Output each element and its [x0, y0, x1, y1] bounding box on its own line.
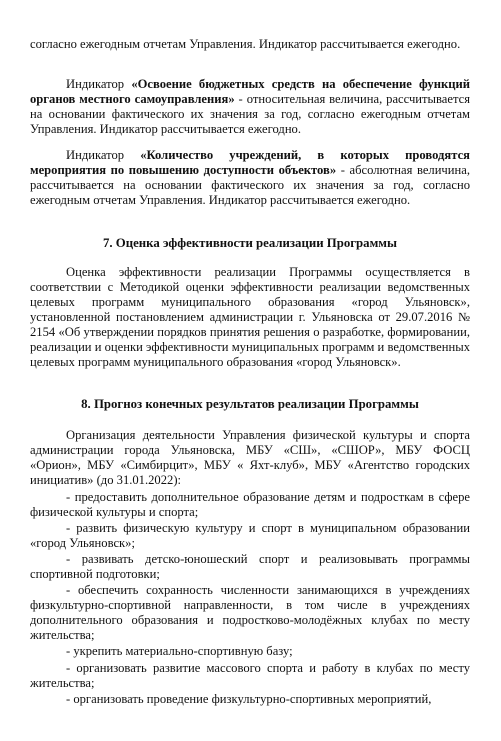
list-item: - развивать детско-юношеский спорт и реализовывать программы спортивной подготовки; — [30, 552, 470, 581]
list-item: - обеспечить сохранность численности занимающихся в учреждениях физкультурно-спортивной направленности, в том числе в учреждениях дополнительного образования и подростково-молодёжных клубах по месту жительства; — [30, 583, 470, 642]
indicator-description-budget: - относительная величина, рассчитывается на основании фактического их значения за год, согласно ежегодным отчетам Управления. Индикатор рассчитывается ежегодно. — [30, 92, 471, 136]
paragraph-indicator-budget — [30, 77, 470, 137]
indicator-name-budget: «Освоение бюджетных средств на обеспечение функций органов местного самоуправления» — [30, 77, 470, 106]
paragraph-evaluation: Оценка эффективности реализации Программы осуществляется в соответствии с Методикой оценки эффективности реализации ведомственных целевых программ муниципального образования «город Ульяновск», установленной постановлением администрации г. Ульяновска от 29.07.2016 № 2154 «Об утверждении порядков принятия решения о разработке, формировании, реализации и оценки эффективности муниципальных программ и ведомственных целевых программ муниципального образования «город Ульяновск». — [30, 265, 470, 369]
list-item: - предоставить дополнительное образование детям и подросткам в сфере физической культуры и спорта; — [30, 490, 470, 519]
list-item: - развить физическую культуру и спорт в муниципальном образовании «город Ульяновск»; — [30, 521, 470, 550]
list-item: - укрепить материально-спортивную базу; — [66, 644, 293, 658]
indicator-name-institutions: «Количество учреждений, в которых проводятся мероприятия по повышению доступности объектов» — [30, 148, 470, 177]
paragraph-organization: Организация деятельности Управления физической культуры и спорта администрации города Ульяновска, МБУ «СШ», «СШОР», МБУ ФОСЦ «Орион», МБУ «Симбирцит», МБУ « Яхт-клуб», МБУ «Агентство городских инициатив» (до 31.01.2022): — [30, 428, 470, 487]
list-item: - организовать проведение физкультурно-спортивных мероприятий, — [66, 692, 432, 706]
paragraph-indicator-institutions — [30, 148, 470, 208]
indicator-lead-text: Индикатор — [66, 77, 132, 91]
list-item: - организовать развитие массового спорта и работу в клубах по месту жительства; — [30, 661, 470, 690]
section-heading-8: 8. Прогноз конечных результатов реализации Программы — [81, 397, 419, 411]
indicator-lead-text: Индикатор — [66, 148, 141, 162]
section-heading-7: 7. Оценка эффективности реализации Программы — [103, 236, 397, 250]
paragraph-continuation: согласно ежегодным отчетам Управления. Индикатор рассчитывается ежегодно. — [30, 37, 461, 51]
indicator-description-institutions: - абсолютная величина, рассчитывается на основании фактического их значения за год, согласно ежегодным отчетам Управления. Индикатор рассчитывается ежегодно. — [30, 163, 470, 207]
